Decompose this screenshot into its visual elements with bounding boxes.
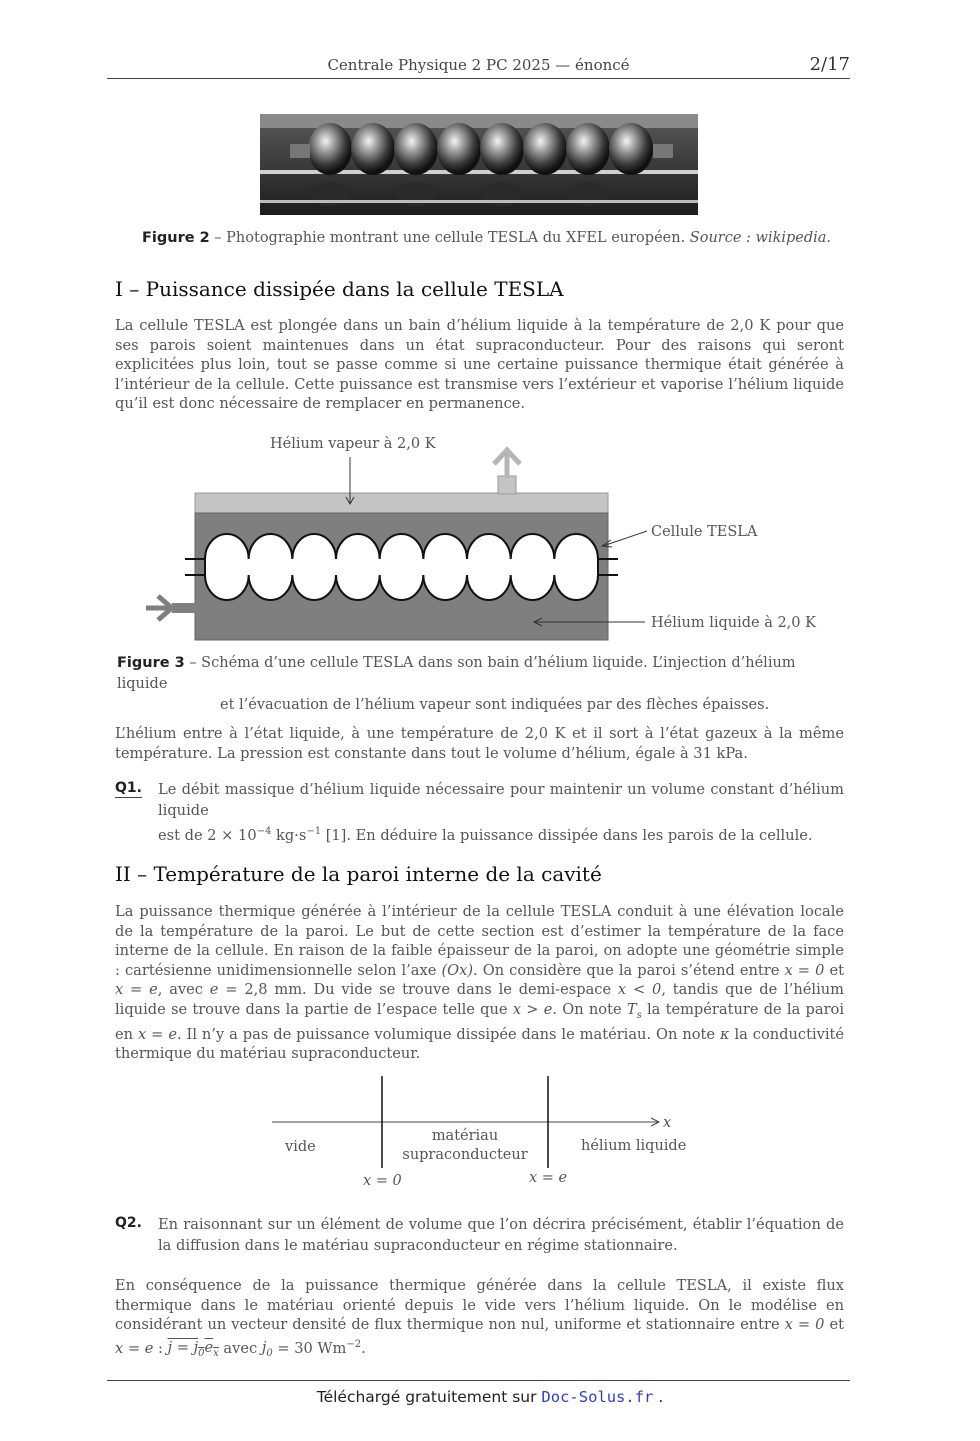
question-1-label: Q1. [115, 780, 142, 796]
figure-3-caption-line2: et l’évacuation de l’hélium vapeur sont indiquées par des flèches épaisses. [220, 697, 770, 713]
question-1-line2: est de $2 \times 10^{-4}$ $kg\cdot s^{-1}$ [1]. En déduire la puissance dissipée dans les parois de la cellule. [158, 826, 813, 844]
figure-2-caption-text: – Photographie montrant une cellule TESLA du XFEL européen. [209, 230, 690, 246]
label-helium-vapor: Hélium vapeur à 2,0 K [270, 436, 436, 452]
axis-label-x: x [663, 1115, 672, 1131]
flux-paragraph: En conséquence de la puissance thermique générée dans la cellule TESLA, il existe flux thermique dans le matériau orienté depuis le vide vers l’hélium liquide. On le modélise en considérant un vecteur densité de flux thermique non nul, uniforme et stationnaire entre x = 0 et x = e : $j = j_0e_x$ avec $j_0 = 30$ $Wm^{-2}$. [115, 1277, 844, 1360]
question-1-line1: Le débit massique d’hélium liquide nécessaire pour maintenir un volume constant d’hélium liquide [158, 781, 844, 819]
section-2-paragraph: La puissance thermique générée à l’intérieur de la cellule TESLA conduit à une élévation locale de la température de la paroi. Le but de cette section est d’estimer la température de la face interne de la cellule. En raison de la faible épaisseur de la paroi, on adopte une géométrie simple : cartésienne unidimensionnelle selon l’axe (Ox). On considère que la paroi s’étend entre x = 0 et x = e, avec e = 2,8 mm. Du vide se trouve dans le demi-espace x < 0, tandis que de l’hélium liquide se trouve dans la partie de l’espace telle que x > e. On note $T_s$ la température de la paroi en x = e. Il n’y a pas de puissance volumique dissipée dans le matériau. On note κ la conductivité thermique du matériau supraconducteur. [115, 903, 845, 1063]
figure-3-caption-text: – Schéma d’une cellule TESLA dans son bain d’hélium liquide. L’injection d’hélium liquide [117, 655, 796, 692]
label-x-equals-0: x = 0 [363, 1173, 402, 1189]
page-number: 2/17 [809, 54, 850, 75]
section-1-title: I – Puissance dissipée dans la cellule TESLA [115, 277, 564, 301]
doc-solus-link[interactable]: Doc-Solus.fr [541, 1388, 654, 1406]
label-vide: vide [285, 1139, 316, 1155]
label-x-equals-e: x = e [529, 1170, 568, 1186]
footer-prefix: Téléchargé gratuitement sur [316, 1388, 542, 1406]
label-tesla-cell: Cellule TESLA [651, 524, 758, 540]
section-2-title: II – Température de la paroi interne de la cavité [115, 862, 602, 886]
question-2-label: Q2. [115, 1215, 142, 1231]
figure-3-label: Figure 3 [117, 655, 185, 671]
helium-paragraph: L’hélium entre à l’état liquide, à une température de 2,0 K et il sort à l’état gazeux à la même température. La pression est constante dans tout le volume d’hélium, égale à 31 kPa. [115, 725, 844, 762]
label-materiau: matériau [431, 1128, 499, 1144]
header-title: Centrale Physique 2 PC 2025 — énoncé [327, 56, 630, 74]
label-helium-liquide: hélium liquide [581, 1138, 687, 1154]
section-1-intro: La cellule TESLA est plongée dans un bain d’hélium liquide à la température de 2,0 K pour que ses parois soient maintenues dans un état supraconducteur. Pour des raisons qui seront explicitées plus loin, tout se passe comme si une certaine puissance thermique était générée à l’intérieur de la cellule. Cette puissance est transmise vers l’extérieur et vaporise l’hélium liquide qu’il est donc nécessaire de remplacer en permanence. [115, 317, 844, 412]
label-supraconducteur: supraconducteur [402, 1147, 528, 1163]
figure-2-label: Figure 2 [142, 230, 210, 246]
question-2-text: En raisonnant sur un élément de volume que l’on décrira précisément, établir l’équation de la diffusion dans le matériau supraconducteur en régime stationnaire. [158, 1216, 844, 1254]
page-footer [0, 1388, 980, 1406]
footer-divider [107, 1380, 850, 1381]
figure-2-source: Source : wikipedia. [689, 230, 832, 246]
footer-suffix: . [653, 1388, 664, 1406]
label-helium-liquid: Hélium liquide à 2,0 K [651, 615, 816, 631]
